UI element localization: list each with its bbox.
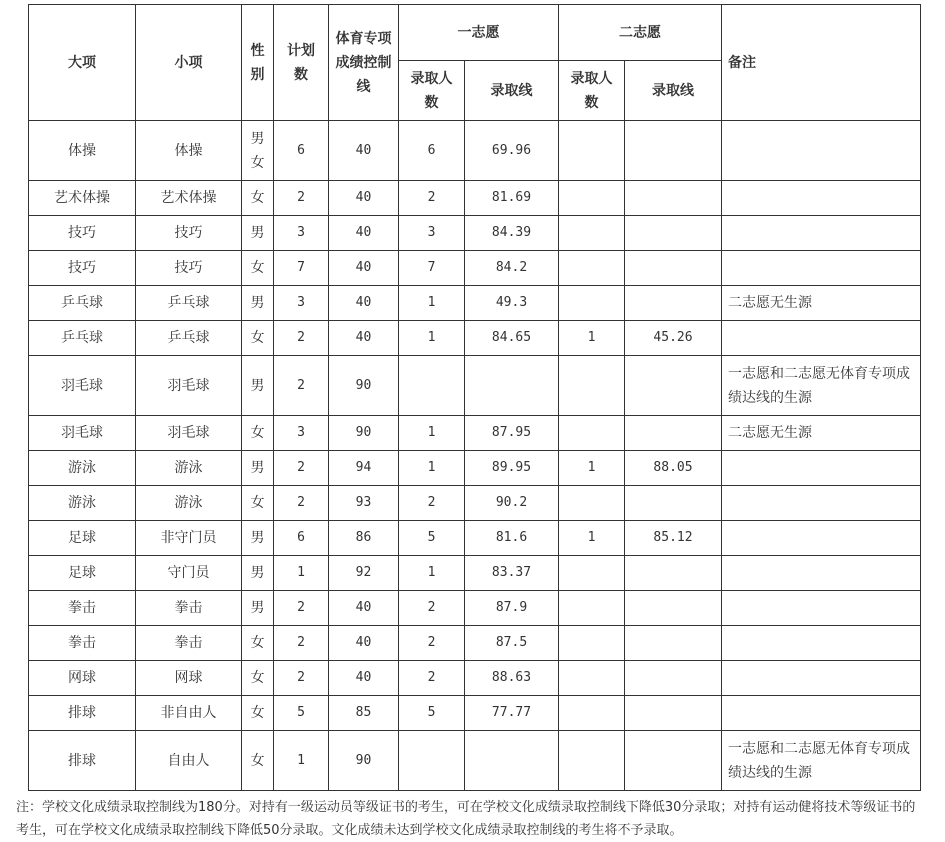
second-admitted-cell — [559, 696, 625, 731]
control-line-cell: 90 — [329, 356, 399, 416]
gender-cell: 女 — [242, 661, 274, 696]
gender-cell: 女 — [242, 181, 274, 216]
remark-cell — [722, 451, 921, 486]
first-cutoff-cell: 87.9 — [465, 591, 559, 626]
second-cutoff-cell — [625, 416, 722, 451]
gender-cell: 男 — [242, 356, 274, 416]
second-admitted-cell — [559, 181, 625, 216]
major-cell: 羽毛球 — [29, 416, 136, 451]
first-admitted-cell — [399, 356, 465, 416]
first-cutoff-cell: 83.37 — [465, 556, 559, 591]
first-admitted-cell: 5 — [399, 521, 465, 556]
table-row — [29, 181, 921, 216]
second-admitted-cell — [559, 486, 625, 521]
table-row — [29, 591, 921, 626]
major-cell: 乒乓球 — [29, 321, 136, 356]
major-cell: 技巧 — [29, 216, 136, 251]
control-line-cell: 85 — [329, 696, 399, 731]
remark-cell — [722, 521, 921, 556]
table-row — [29, 321, 921, 356]
major-cell: 羽毛球 — [29, 356, 136, 416]
second-cutoff-cell — [625, 286, 722, 321]
major-cell: 拳击 — [29, 591, 136, 626]
first-cutoff-cell: 84.65 — [465, 321, 559, 356]
minor-cell: 技巧 — [136, 216, 242, 251]
first-cutoff-cell: 84.2 — [465, 251, 559, 286]
major-cell: 网球 — [29, 661, 136, 696]
control-line-cell: 94 — [329, 451, 399, 486]
header-first-choice: 一志愿 — [399, 5, 559, 61]
minor-cell: 拳击 — [136, 626, 242, 661]
second-admitted-cell — [559, 591, 625, 626]
table-row — [29, 661, 921, 696]
first-admitted-cell: 1 — [399, 556, 465, 591]
header-control-line: 体育专项成绩控制线 — [329, 5, 399, 121]
table-row — [29, 216, 921, 251]
first-cutoff-cell: 88.63 — [465, 661, 559, 696]
first-cutoff-cell: 90.2 — [465, 486, 559, 521]
remark-cell: 二志愿无生源 — [722, 416, 921, 451]
header-major: 大项 — [29, 5, 136, 121]
major-cell: 体操 — [29, 121, 136, 181]
footnote: 注：学校文化成绩录取控制线为180分。对持有一级运动员等级证书的考生，可在学校文化成绩录取控制线下降低30分录取；对持有运动健将技术等级证书的考生，可在学校文化成绩录取控制线下降低50分录取。文化成绩未达到学校文化成绩录取控制线的考生将不予录取。 — [16, 800, 916, 838]
control-line-cell: 40 — [329, 661, 399, 696]
minor-cell: 体操 — [136, 121, 242, 181]
minor-cell: 非守门员 — [136, 521, 242, 556]
first-admitted-cell: 2 — [399, 591, 465, 626]
plan-cell: 1 — [274, 731, 329, 791]
table-row — [29, 286, 921, 321]
major-cell: 艺术体操 — [29, 181, 136, 216]
first-cutoff-cell: 81.69 — [465, 181, 559, 216]
header-minor: 小项 — [136, 5, 242, 121]
header-first-admitted: 录取人数 — [399, 61, 465, 121]
first-cutoff-cell — [465, 731, 559, 791]
first-admitted-cell: 6 — [399, 121, 465, 181]
remark-cell: 二志愿无生源 — [722, 286, 921, 321]
remark-cell — [722, 591, 921, 626]
gender-cell: 女 — [242, 696, 274, 731]
minor-cell: 乒乓球 — [136, 321, 242, 356]
minor-cell: 乒乓球 — [136, 286, 242, 321]
gender-cell: 男 — [242, 591, 274, 626]
table-row — [29, 486, 921, 521]
plan-cell: 1 — [274, 556, 329, 591]
minor-cell: 游泳 — [136, 451, 242, 486]
second-cutoff-cell — [625, 696, 722, 731]
gender-cell: 男 — [242, 216, 274, 251]
plan-cell: 3 — [274, 216, 329, 251]
second-admitted-cell — [559, 286, 625, 321]
major-cell: 足球 — [29, 521, 136, 556]
control-line-cell: 40 — [329, 286, 399, 321]
minor-cell: 网球 — [136, 661, 242, 696]
first-admitted-cell: 1 — [399, 451, 465, 486]
first-cutoff-cell: 49.3 — [465, 286, 559, 321]
major-cell: 游泳 — [29, 486, 136, 521]
first-admitted-cell: 2 — [399, 486, 465, 521]
plan-cell: 2 — [274, 181, 329, 216]
first-admitted-cell: 1 — [399, 286, 465, 321]
first-admitted-cell: 5 — [399, 696, 465, 731]
control-line-cell: 40 — [329, 626, 399, 661]
second-admitted-cell — [559, 626, 625, 661]
header-second-choice: 二志愿 — [559, 5, 722, 61]
gender-cell: 女 — [242, 251, 274, 286]
first-cutoff-cell: 69.96 — [465, 121, 559, 181]
plan-cell: 2 — [274, 321, 329, 356]
second-admitted-cell — [559, 121, 625, 181]
header-first-cutoff: 录取线 — [465, 61, 559, 121]
major-cell: 乒乓球 — [29, 286, 136, 321]
gender-cell: 女 — [242, 731, 274, 791]
minor-cell: 守门员 — [136, 556, 242, 591]
table-row — [29, 356, 921, 416]
major-cell: 拳击 — [29, 626, 136, 661]
plan-cell: 2 — [274, 661, 329, 696]
plan-cell: 6 — [274, 121, 329, 181]
remark-cell — [722, 661, 921, 696]
table-row — [29, 521, 921, 556]
plan-cell: 6 — [274, 521, 329, 556]
remark-cell — [722, 626, 921, 661]
first-admitted-cell — [399, 731, 465, 791]
major-cell: 游泳 — [29, 451, 136, 486]
first-cutoff-cell: 81.6 — [465, 521, 559, 556]
control-line-cell: 90 — [329, 416, 399, 451]
second-cutoff-cell: 45.26 — [625, 321, 722, 356]
minor-cell: 羽毛球 — [136, 356, 242, 416]
table-row — [29, 696, 921, 731]
first-admitted-cell: 1 — [399, 416, 465, 451]
gender-cell: 男 — [242, 556, 274, 591]
remark-cell: 一志愿和二志愿无体育专项成绩达线的生源 — [722, 731, 921, 791]
minor-cell: 拳击 — [136, 591, 242, 626]
second-cutoff-cell — [625, 661, 722, 696]
second-cutoff-cell: 88.05 — [625, 451, 722, 486]
table-row — [29, 251, 921, 286]
second-admitted-cell — [559, 251, 625, 286]
second-cutoff-cell — [625, 216, 722, 251]
minor-cell: 羽毛球 — [136, 416, 242, 451]
header-gender: 性别 — [242, 5, 274, 121]
minor-cell: 艺术体操 — [136, 181, 242, 216]
plan-cell: 2 — [274, 486, 329, 521]
second-cutoff-cell — [625, 121, 722, 181]
control-line-cell: 40 — [329, 181, 399, 216]
first-admitted-cell: 1 — [399, 321, 465, 356]
second-cutoff-cell — [625, 356, 722, 416]
remark-cell — [722, 556, 921, 591]
header-plan: 计划数 — [274, 5, 329, 121]
second-admitted-cell — [559, 556, 625, 591]
gender-cell: 女 — [242, 486, 274, 521]
gender-cell: 女 — [242, 321, 274, 356]
control-line-cell: 92 — [329, 556, 399, 591]
second-cutoff-cell: 85.12 — [625, 521, 722, 556]
table-row — [29, 451, 921, 486]
minor-cell: 游泳 — [136, 486, 242, 521]
remark-cell — [722, 216, 921, 251]
major-cell: 足球 — [29, 556, 136, 591]
remark-cell — [722, 181, 921, 216]
second-admitted-cell: 1 — [559, 451, 625, 486]
first-admitted-cell: 2 — [399, 181, 465, 216]
second-cutoff-cell — [625, 626, 722, 661]
first-admitted-cell: 2 — [399, 661, 465, 696]
plan-cell: 5 — [274, 696, 329, 731]
first-admitted-cell: 7 — [399, 251, 465, 286]
first-cutoff-cell — [465, 356, 559, 416]
header-remark: 备注 — [722, 5, 921, 121]
second-admitted-cell — [559, 216, 625, 251]
control-line-cell: 40 — [329, 321, 399, 356]
gender-cell: 男 — [242, 286, 274, 321]
second-admitted-cell — [559, 356, 625, 416]
first-admitted-cell: 3 — [399, 216, 465, 251]
header-second-cutoff: 录取线 — [625, 61, 722, 121]
remark-cell: 一志愿和二志愿无体育专项成绩达线的生源 — [722, 356, 921, 416]
remark-cell — [722, 321, 921, 356]
control-line-cell: 40 — [329, 251, 399, 286]
plan-cell: 3 — [274, 286, 329, 321]
header-second-admitted: 录取人数 — [559, 61, 625, 121]
minor-cell: 技巧 — [136, 251, 242, 286]
second-admitted-cell — [559, 416, 625, 451]
second-cutoff-cell — [625, 251, 722, 286]
remark-cell — [722, 486, 921, 521]
control-line-cell: 40 — [329, 216, 399, 251]
control-line-cell: 90 — [329, 731, 399, 791]
remark-cell — [722, 251, 921, 286]
gender-cell: 男女 — [242, 121, 274, 181]
second-admitted-cell — [559, 731, 625, 791]
gender-cell: 女 — [242, 626, 274, 661]
admission-table — [28, 4, 921, 791]
first-cutoff-cell: 87.95 — [465, 416, 559, 451]
plan-cell: 3 — [274, 416, 329, 451]
table-row — [29, 121, 921, 181]
plan-cell: 2 — [274, 591, 329, 626]
first-cutoff-cell: 89.95 — [465, 451, 559, 486]
first-cutoff-cell: 87.5 — [465, 626, 559, 661]
second-admitted-cell: 1 — [559, 321, 625, 356]
major-cell: 排球 — [29, 696, 136, 731]
plan-cell: 2 — [274, 356, 329, 416]
second-cutoff-cell — [625, 731, 722, 791]
minor-cell: 自由人 — [136, 731, 242, 791]
control-line-cell: 93 — [329, 486, 399, 521]
second-cutoff-cell — [625, 556, 722, 591]
second-cutoff-cell — [625, 591, 722, 626]
table-row — [29, 556, 921, 591]
plan-cell: 7 — [274, 251, 329, 286]
table-row — [29, 731, 921, 791]
remark-cell — [722, 696, 921, 731]
first-admitted-cell: 2 — [399, 626, 465, 661]
gender-cell: 男 — [242, 451, 274, 486]
plan-cell: 2 — [274, 451, 329, 486]
control-line-cell: 86 — [329, 521, 399, 556]
control-line-cell: 40 — [329, 591, 399, 626]
second-admitted-cell: 1 — [559, 521, 625, 556]
remark-cell — [722, 121, 921, 181]
second-admitted-cell — [559, 661, 625, 696]
second-cutoff-cell — [625, 181, 722, 216]
first-cutoff-cell: 84.39 — [465, 216, 559, 251]
major-cell: 排球 — [29, 731, 136, 791]
table-row — [29, 626, 921, 661]
gender-cell: 女 — [242, 416, 274, 451]
plan-cell: 2 — [274, 626, 329, 661]
first-cutoff-cell: 77.77 — [465, 696, 559, 731]
minor-cell: 非自由人 — [136, 696, 242, 731]
table-row — [29, 416, 921, 451]
second-cutoff-cell — [625, 486, 722, 521]
control-line-cell: 40 — [329, 121, 399, 181]
gender-cell: 男 — [242, 521, 274, 556]
major-cell: 技巧 — [29, 251, 136, 286]
